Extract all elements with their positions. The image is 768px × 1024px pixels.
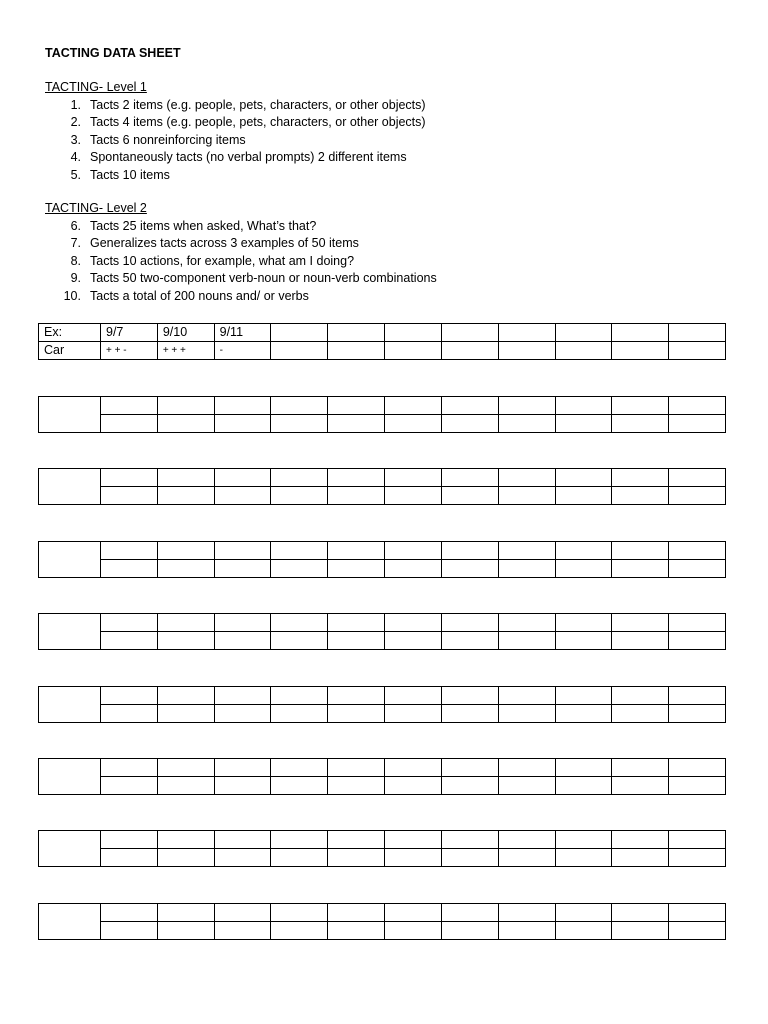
date-cell[interactable] <box>669 904 726 922</box>
result-cell[interactable] <box>498 487 555 505</box>
section-list-level-1 <box>45 97 426 184</box>
date-row <box>39 759 726 777</box>
date-cell[interactable] <box>328 759 385 777</box>
date-cell[interactable] <box>555 397 612 415</box>
result-cell[interactable] <box>555 849 612 867</box>
example-result-cell[interactable] <box>271 342 328 360</box>
result-cell[interactable] <box>441 922 498 940</box>
example-result-cell[interactable] <box>669 342 726 360</box>
date-cell[interactable] <box>157 614 214 632</box>
date-cell[interactable] <box>385 831 442 849</box>
result-cell[interactable] <box>555 560 612 578</box>
date-cell[interactable] <box>101 759 158 777</box>
result-cell[interactable] <box>612 777 669 795</box>
example-date-cell[interactable] <box>669 324 726 342</box>
date-cell[interactable] <box>385 397 442 415</box>
date-cell[interactable] <box>385 759 442 777</box>
example-date-cell[interactable]: 9/7 <box>101 324 158 342</box>
list-item-number: 7. <box>70 236 81 251</box>
result-cell[interactable] <box>612 560 669 578</box>
date-cell[interactable] <box>271 759 328 777</box>
date-cell[interactable] <box>214 397 271 415</box>
result-cell[interactable] <box>498 922 555 940</box>
result-cell[interactable] <box>555 415 612 433</box>
example-date-cell[interactable] <box>441 324 498 342</box>
date-cell[interactable] <box>498 759 555 777</box>
date-cell[interactable] <box>555 759 612 777</box>
example-result-cell[interactable] <box>498 342 555 360</box>
result-cell[interactable] <box>441 632 498 650</box>
result-cell[interactable] <box>555 777 612 795</box>
example-date-cell[interactable] <box>612 324 669 342</box>
data-sheet-title: TACTING DATA SHEET <box>45 46 181 60</box>
result-cell[interactable] <box>498 415 555 433</box>
result-cell[interactable] <box>498 632 555 650</box>
result-cell[interactable] <box>669 487 726 505</box>
result-cell[interactable] <box>271 415 328 433</box>
result-cell[interactable] <box>498 560 555 578</box>
section-list-level-2 <box>45 218 437 305</box>
date-cell[interactable] <box>385 614 442 632</box>
list-item-text: Tacts 2 items (e.g. people, pets, characters, or other objects) <box>90 98 426 112</box>
date-row <box>39 831 726 849</box>
example-date-cell[interactable]: 9/10 <box>157 324 214 342</box>
date-cell[interactable] <box>385 469 442 487</box>
tacting-data-table <box>38 830 726 867</box>
date-cell[interactable] <box>157 687 214 705</box>
result-cell[interactable] <box>101 560 158 578</box>
date-cell[interactable] <box>441 397 498 415</box>
list-item <box>45 235 437 252</box>
result-cell[interactable] <box>328 849 385 867</box>
tacting-data-table <box>38 686 726 723</box>
result-cell[interactable] <box>498 777 555 795</box>
date-cell[interactable] <box>612 904 669 922</box>
date-cell[interactable] <box>612 759 669 777</box>
result-row <box>39 922 726 940</box>
result-cell[interactable] <box>157 705 214 723</box>
date-cell[interactable] <box>101 687 158 705</box>
list-item-number: 4. <box>70 150 81 165</box>
date-cell[interactable] <box>555 904 612 922</box>
date-cell[interactable] <box>385 687 442 705</box>
result-cell[interactable] <box>669 777 726 795</box>
list-item <box>45 288 437 305</box>
item-name-cell[interactable] <box>39 397 101 433</box>
list-item-text: Tacts 25 items when asked, What’s that? <box>90 219 317 233</box>
result-cell[interactable] <box>441 487 498 505</box>
date-cell[interactable] <box>669 397 726 415</box>
result-cell[interactable] <box>328 777 385 795</box>
result-cell[interactable] <box>441 560 498 578</box>
date-cell[interactable] <box>271 614 328 632</box>
result-cell[interactable] <box>101 632 158 650</box>
list-item-number: 3. <box>70 132 81 147</box>
result-cell[interactable] <box>271 487 328 505</box>
date-cell[interactable] <box>271 397 328 415</box>
result-cell[interactable] <box>271 705 328 723</box>
list-item <box>45 114 426 131</box>
list-item <box>45 270 437 287</box>
list-item-number: 8. <box>70 253 81 268</box>
result-cell[interactable] <box>555 487 612 505</box>
date-cell[interactable] <box>214 542 271 560</box>
result-cell[interactable] <box>214 415 271 433</box>
result-cell[interactable] <box>101 415 158 433</box>
item-name-cell[interactable] <box>39 759 101 795</box>
date-cell[interactable] <box>669 831 726 849</box>
result-cell[interactable] <box>271 922 328 940</box>
date-cell[interactable] <box>498 542 555 560</box>
result-cell[interactable] <box>157 560 214 578</box>
result-cell[interactable] <box>157 487 214 505</box>
result-cell[interactable] <box>385 777 442 795</box>
result-cell[interactable] <box>612 415 669 433</box>
example-date-cell[interactable] <box>555 324 612 342</box>
result-cell[interactable] <box>669 560 726 578</box>
date-cell[interactable] <box>101 397 158 415</box>
section-heading-level-2: TACTING- Level 2 <box>45 201 147 215</box>
list-item <box>45 149 426 166</box>
list-item-text: Tacts 10 actions, for example, what am I doing? <box>90 253 355 268</box>
result-cell[interactable] <box>669 849 726 867</box>
result-row <box>39 415 726 433</box>
date-cell[interactable] <box>441 904 498 922</box>
result-cell[interactable] <box>385 922 442 940</box>
date-cell[interactable] <box>612 614 669 632</box>
example-result-row <box>39 342 726 360</box>
example-date-cell[interactable] <box>328 324 385 342</box>
date-cell[interactable] <box>157 397 214 415</box>
result-cell[interactable] <box>385 705 442 723</box>
date-cell[interactable] <box>214 614 271 632</box>
date-cell[interactable] <box>669 759 726 777</box>
date-cell[interactable] <box>157 831 214 849</box>
result-cell[interactable] <box>271 849 328 867</box>
date-cell[interactable] <box>498 397 555 415</box>
date-row <box>39 904 726 922</box>
date-cell[interactable] <box>157 469 214 487</box>
result-row <box>39 632 726 650</box>
example-result-cell[interactable] <box>385 342 442 360</box>
date-cell[interactable] <box>271 542 328 560</box>
result-cell[interactable] <box>214 777 271 795</box>
example-result-cell[interactable]: + + + <box>157 342 214 360</box>
item-name-cell[interactable] <box>39 904 101 940</box>
date-cell[interactable] <box>669 614 726 632</box>
date-row <box>39 542 726 560</box>
result-cell[interactable] <box>214 560 271 578</box>
list-item-text: Spontaneously tacts (no verbal prompts) 2 different items <box>90 150 407 165</box>
date-cell[interactable] <box>328 397 385 415</box>
date-cell[interactable] <box>271 904 328 922</box>
example-data-table <box>38 323 726 360</box>
date-cell[interactable] <box>498 614 555 632</box>
result-cell[interactable] <box>157 415 214 433</box>
result-row <box>39 487 726 505</box>
result-cell[interactable] <box>498 705 555 723</box>
result-cell[interactable] <box>385 487 442 505</box>
result-row <box>39 560 726 578</box>
date-cell[interactable] <box>271 469 328 487</box>
result-cell[interactable] <box>214 632 271 650</box>
list-item <box>45 218 437 235</box>
date-cell[interactable] <box>271 687 328 705</box>
result-cell[interactable] <box>555 705 612 723</box>
result-cell[interactable] <box>214 922 271 940</box>
list-item <box>45 97 426 114</box>
example-result-cell[interactable] <box>328 342 385 360</box>
result-cell[interactable] <box>271 560 328 578</box>
date-row <box>39 614 726 632</box>
example-result-cell[interactable]: - <box>214 342 271 360</box>
example-result-cell[interactable] <box>612 342 669 360</box>
date-cell[interactable] <box>612 397 669 415</box>
date-cell[interactable] <box>669 469 726 487</box>
result-row <box>39 705 726 723</box>
date-cell[interactable] <box>555 542 612 560</box>
result-row <box>39 849 726 867</box>
list-item <box>45 167 426 184</box>
date-cell[interactable] <box>555 831 612 849</box>
date-cell[interactable] <box>555 469 612 487</box>
date-cell[interactable] <box>385 904 442 922</box>
date-cell[interactable] <box>157 759 214 777</box>
date-cell[interactable] <box>441 469 498 487</box>
example-result-cell[interactable]: + + - <box>101 342 158 360</box>
example-result-cell[interactable] <box>555 342 612 360</box>
tacting-data-table <box>38 396 726 433</box>
date-row <box>39 687 726 705</box>
result-cell[interactable] <box>157 632 214 650</box>
example-date-cell[interactable] <box>271 324 328 342</box>
result-cell[interactable] <box>271 632 328 650</box>
tacting-data-table <box>38 468 726 505</box>
item-name-cell[interactable] <box>39 614 101 650</box>
example-result-cell[interactable] <box>441 342 498 360</box>
result-cell[interactable] <box>157 849 214 867</box>
result-cell[interactable] <box>669 705 726 723</box>
date-cell[interactable] <box>669 542 726 560</box>
list-item-number: 5. <box>70 167 81 182</box>
list-item-text: Tacts a total of 200 nouns and/ or verbs <box>90 288 309 303</box>
example-item-cell: Car <box>39 342 101 360</box>
result-cell[interactable] <box>612 705 669 723</box>
date-cell[interactable] <box>214 687 271 705</box>
date-cell[interactable] <box>101 542 158 560</box>
result-cell[interactable] <box>101 922 158 940</box>
date-cell[interactable] <box>214 831 271 849</box>
list-item <box>45 132 426 149</box>
result-cell[interactable] <box>214 487 271 505</box>
date-cell[interactable] <box>157 542 214 560</box>
item-name-cell[interactable] <box>39 542 101 578</box>
result-cell[interactable] <box>328 560 385 578</box>
result-cell[interactable] <box>214 705 271 723</box>
date-cell[interactable] <box>328 542 385 560</box>
result-cell[interactable] <box>328 632 385 650</box>
result-cell[interactable] <box>157 922 214 940</box>
date-cell[interactable] <box>101 831 158 849</box>
list-item-text: Generalizes tacts across 3 examples of 50 items <box>90 236 359 251</box>
result-cell[interactable] <box>328 922 385 940</box>
result-cell[interactable] <box>328 487 385 505</box>
result-cell[interactable] <box>101 705 158 723</box>
date-cell[interactable] <box>214 759 271 777</box>
tacting-data-table <box>38 613 726 650</box>
list-item-text: Tacts 6 nonreinforcing items <box>90 132 246 147</box>
list-item-text: Tacts 50 two-component verb-noun or noun-verb combinations <box>90 271 437 286</box>
date-cell[interactable] <box>498 904 555 922</box>
tacting-data-table <box>38 758 726 795</box>
result-cell[interactable] <box>157 777 214 795</box>
result-cell[interactable] <box>669 632 726 650</box>
date-cell[interactable] <box>385 542 442 560</box>
example-date-cell[interactable] <box>385 324 442 342</box>
date-cell[interactable] <box>441 759 498 777</box>
date-cell[interactable] <box>441 687 498 705</box>
result-cell[interactable] <box>612 487 669 505</box>
list-item-number: 9. <box>70 271 81 286</box>
date-row <box>39 397 726 415</box>
date-cell[interactable] <box>498 469 555 487</box>
result-cell[interactable] <box>555 632 612 650</box>
date-cell[interactable] <box>612 687 669 705</box>
date-cell[interactable] <box>498 687 555 705</box>
date-cell[interactable] <box>555 614 612 632</box>
date-cell[interactable] <box>157 904 214 922</box>
date-cell[interactable] <box>441 542 498 560</box>
result-cell[interactable] <box>101 849 158 867</box>
result-cell[interactable] <box>214 849 271 867</box>
result-cell[interactable] <box>498 849 555 867</box>
result-cell[interactable] <box>612 849 669 867</box>
example-label-cell: Ex: <box>39 324 101 342</box>
list-item-number: 2. <box>70 115 81 130</box>
date-cell[interactable] <box>441 831 498 849</box>
result-cell[interactable] <box>328 415 385 433</box>
result-cell[interactable] <box>101 777 158 795</box>
example-date-cell[interactable]: 9/11 <box>214 324 271 342</box>
item-name-cell[interactable] <box>39 469 101 505</box>
result-row <box>39 777 726 795</box>
result-cell[interactable] <box>385 849 442 867</box>
list-item-text: Tacts 4 items (e.g. people, pets, characters, or other objects) <box>90 115 426 130</box>
date-cell[interactable] <box>101 904 158 922</box>
date-cell[interactable] <box>498 831 555 849</box>
date-cell[interactable] <box>328 614 385 632</box>
date-cell[interactable] <box>612 542 669 560</box>
example-date-row <box>39 324 726 342</box>
date-cell[interactable] <box>612 469 669 487</box>
list-item-number: 6. <box>70 219 81 233</box>
result-cell[interactable] <box>271 777 328 795</box>
result-cell[interactable] <box>669 415 726 433</box>
result-cell[interactable] <box>101 487 158 505</box>
tacting-data-table <box>38 903 726 940</box>
date-cell[interactable] <box>101 614 158 632</box>
result-cell[interactable] <box>328 705 385 723</box>
list-item <box>45 253 437 270</box>
date-cell[interactable] <box>441 614 498 632</box>
date-cell[interactable] <box>669 687 726 705</box>
date-cell[interactable] <box>612 831 669 849</box>
date-cell[interactable] <box>328 831 385 849</box>
example-date-cell[interactable] <box>498 324 555 342</box>
list-item-number: 10. <box>63 288 81 303</box>
date-row <box>39 469 726 487</box>
item-name-cell[interactable] <box>39 831 101 867</box>
result-cell[interactable] <box>612 632 669 650</box>
date-cell[interactable] <box>214 904 271 922</box>
result-cell[interactable] <box>385 415 442 433</box>
date-cell[interactable] <box>555 687 612 705</box>
result-cell[interactable] <box>441 849 498 867</box>
item-name-cell[interactable] <box>39 687 101 723</box>
result-cell[interactable] <box>441 415 498 433</box>
list-item-text: Tacts 10 items <box>90 167 170 182</box>
list-item-number: 1. <box>70 98 81 112</box>
date-cell[interactable] <box>328 469 385 487</box>
date-cell[interactable] <box>328 687 385 705</box>
date-cell[interactable] <box>328 904 385 922</box>
result-cell[interactable] <box>441 777 498 795</box>
result-cell[interactable] <box>555 922 612 940</box>
result-cell[interactable] <box>385 560 442 578</box>
tacting-data-table <box>38 541 726 578</box>
date-cell[interactable] <box>101 469 158 487</box>
date-cell[interactable] <box>214 469 271 487</box>
result-cell[interactable] <box>669 922 726 940</box>
result-cell[interactable] <box>441 705 498 723</box>
result-cell[interactable] <box>612 922 669 940</box>
section-heading-level-1: TACTING- Level 1 <box>45 80 147 94</box>
result-cell[interactable] <box>385 632 442 650</box>
date-cell[interactable] <box>271 831 328 849</box>
